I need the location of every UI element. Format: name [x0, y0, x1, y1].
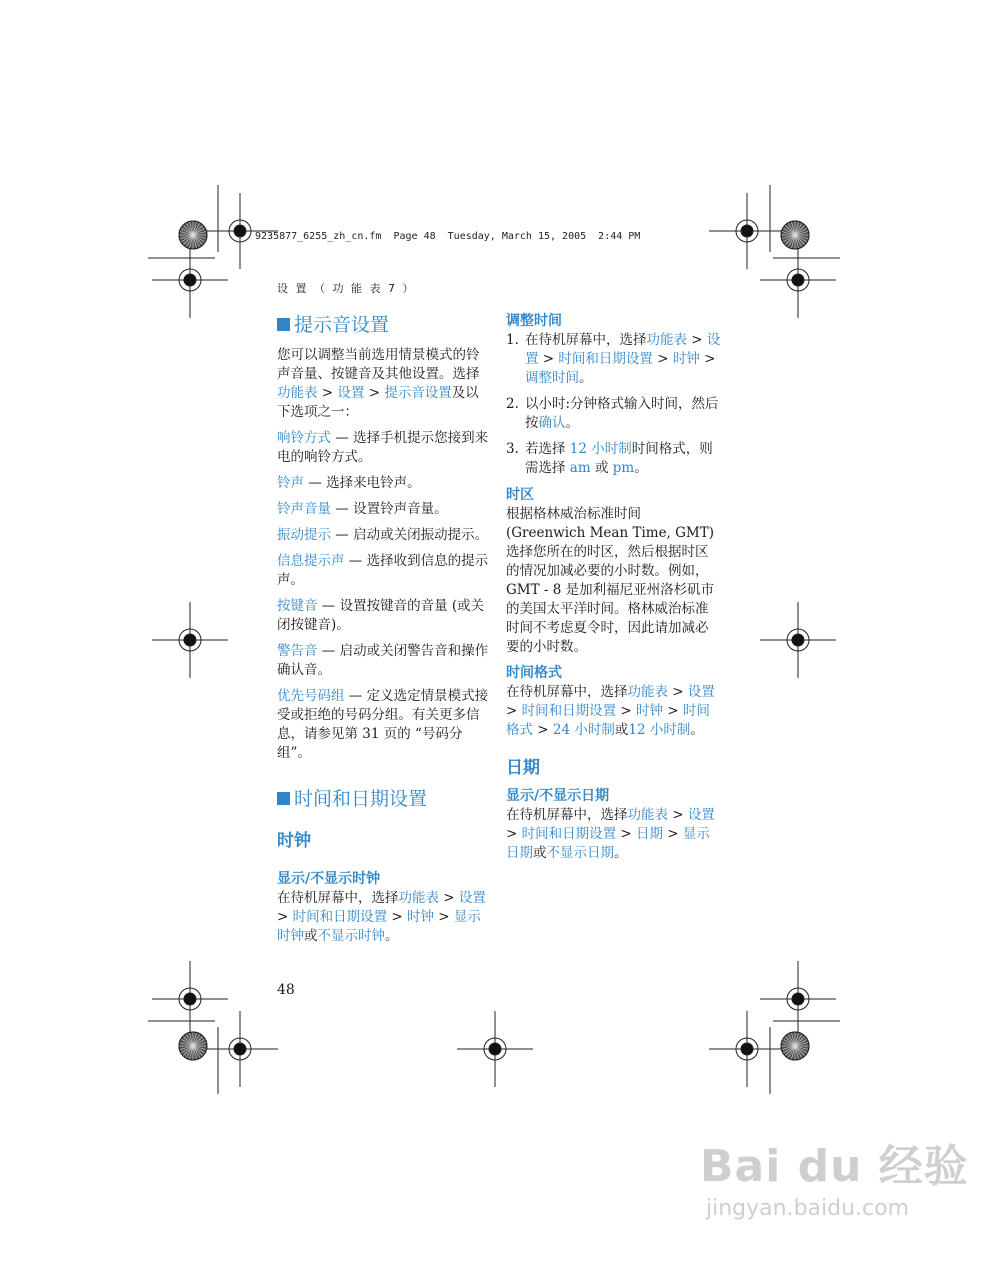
subsection-title-clock: 时钟 — [277, 831, 311, 851]
running-header: 设 置 （ 功 能 表 7 ） — [277, 282, 416, 295]
settings-link: 设置 — [337, 385, 365, 401]
option-entry: 警告音 — 启动或关闭警告音和操作确认音。 — [277, 643, 489, 678]
list-item: 2. 以小时:分钟格式输入时间，然后按确认。 — [506, 396, 719, 431]
clock-paragraph: 在待机屏幕中，选择功能表 > 设置 > 时间和日期设置 > 时钟 > 显示时钟或不显示时钟。 — [277, 890, 486, 944]
watermark-url: jingyan.baidu.com — [706, 1196, 910, 1221]
option-entry: 按键音 — 设置按键音的音量 (或关闭按键音)。 — [277, 598, 485, 633]
intro-paragraph: 您可以调整当前选用情景模式的铃声音量、按键音及其他设置。选择功能表 > 设置 > 提示音设置及以下选项之一： — [277, 347, 480, 420]
square-bullet-icon — [277, 318, 290, 331]
menu-link: 功能表 — [277, 385, 318, 401]
time-zone-paragraph: 根据格林威治标准时间 (Greenwich Mean Time, GMT) 选择您所在的时区，然后根据时区的情况加减必要的小时数。例如，GMT - 8 是加利福尼亚州洛杉矶市的美国太平洋时间。格林威治标准时间不考虑夏令时，因此请加减必要的小时数。 — [506, 506, 715, 655]
option-entry: 铃声音量 — 设置铃声音量。 — [277, 501, 448, 517]
file-header: 9235877_6255_zh_cn.fm Page 48 Tuesday, March 15, 2005 2:44 PM — [255, 231, 641, 242]
option-entry: 优先号码组 — 定义选定情景模式接受或拒绝的号码分组。有关更多信息，请参见第 31 页的 “号码分组”。 — [277, 688, 489, 761]
heading-show-date: 显示/不显示日期 — [506, 788, 610, 804]
heading-show-clock: 显示/不显示时钟 — [277, 871, 381, 887]
option-entry: 响铃方式 — 选择手机提示您接到来电的响铃方式。 — [277, 430, 489, 465]
date-paragraph: 在待机屏幕中，选择功能表 > 设置 > 时间和日期设置 > 日期 > 显示日期或不显示日期。 — [506, 807, 715, 861]
option-entry: 信息提示声 — 选择收到信息的提示声。 — [277, 553, 489, 588]
square-bullet-icon — [277, 792, 290, 805]
heading-adjust-time: 调整时间 — [506, 313, 562, 329]
section-title-time-date: 时间和日期设置 — [277, 786, 492, 812]
option-entry: 振动提示 — 启动或关闭振动提示。 — [277, 527, 489, 543]
page-number: 48 — [277, 982, 295, 998]
list-item: 3. 若选择 12 小时制时间格式，则需选择 am 或 pm。 — [506, 441, 713, 476]
heading-time-format: 时间格式 — [506, 665, 562, 681]
heading-time-zone: 时区 — [506, 487, 534, 503]
tone-settings-link: 提示音设置 — [384, 385, 452, 401]
watermark-brand: Bai du 经验 — [700, 1141, 969, 1192]
section-title-tones: 提示音设置 — [277, 312, 492, 338]
subsection-title-date: 日期 — [506, 758, 540, 778]
watermark — [700, 1130, 969, 1221]
steps-list — [506, 331, 721, 478]
right-column — [506, 312, 721, 870]
left-column — [277, 312, 492, 953]
option-entry: 铃声 — 选择来电铃声。 — [277, 475, 421, 491]
time-format-paragraph: 在待机屏幕中，选择功能表 > 设置 > 时间和日期设置 > 时钟 > 时间格式 > 24 小时制或12 小时制。 — [506, 684, 715, 738]
list-item: 1. 在待机屏幕中，选择功能表 > 设置 > 时间和日期设置 > 时钟 > 调整时间。 — [506, 332, 721, 386]
